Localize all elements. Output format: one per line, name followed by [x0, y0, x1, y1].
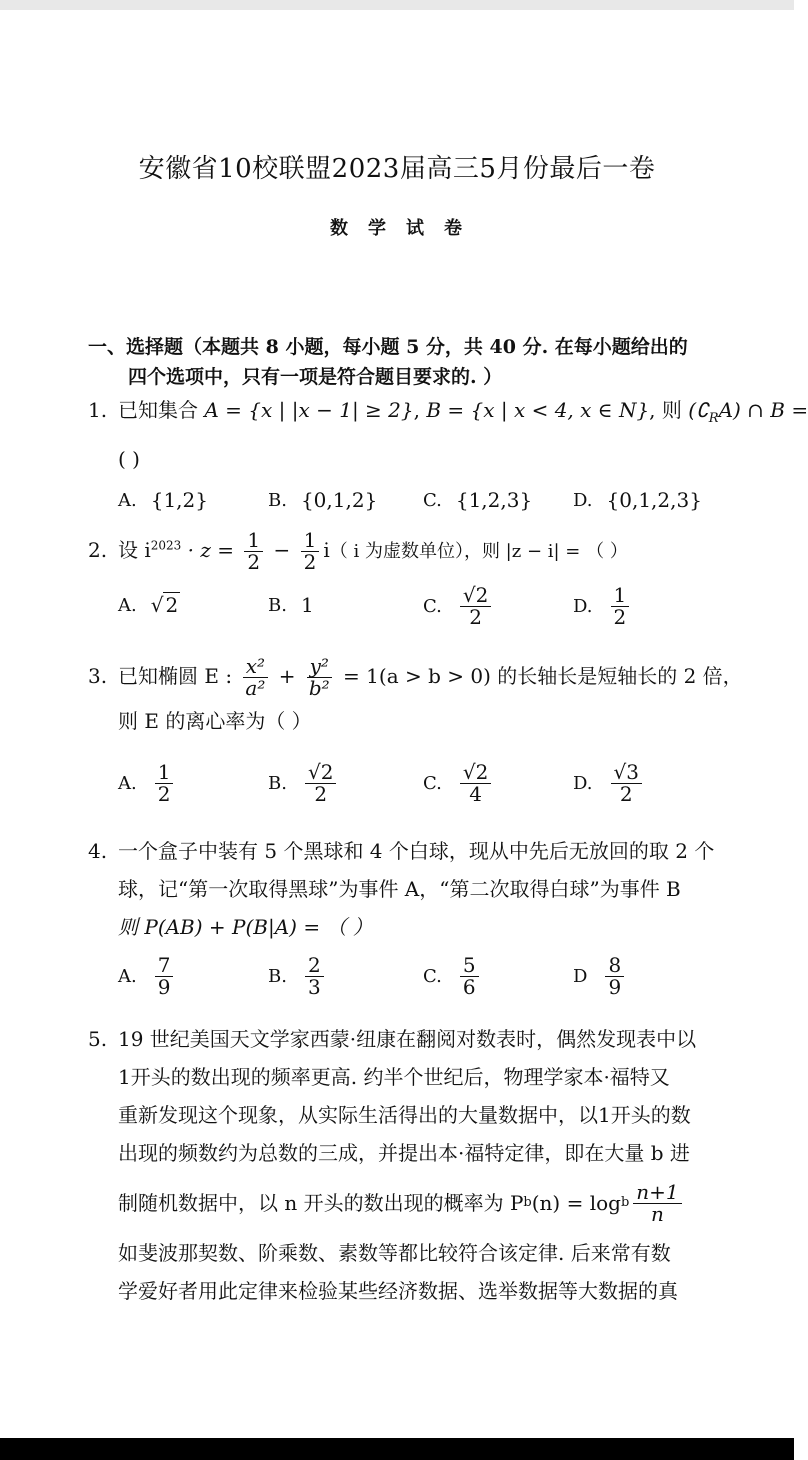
answer-paren: ( )	[118, 447, 140, 471]
radicand: 2	[320, 760, 334, 784]
question-text-line-6: 如斐波那契数、阶乘数、素数等都比较符合该定律. 后来常有数	[118, 1241, 671, 1265]
sqrt: √ 2	[150, 593, 179, 617]
fraction	[460, 762, 491, 805]
denominator: 9	[608, 975, 622, 999]
numerator: x²	[243, 656, 268, 678]
option-label: B.	[268, 966, 287, 987]
operator: −	[267, 538, 297, 562]
question-text: 设 i	[118, 538, 151, 562]
exam-title: 安徽省10校联盟2023届高三5月份最后一卷	[138, 154, 656, 184]
option-value: {0,1,2}	[300, 488, 378, 512]
denominator: 2	[157, 782, 171, 806]
option-label: B.	[268, 489, 287, 511]
expr-end: A) ∩ B =	[718, 398, 808, 422]
denominator: 4	[469, 782, 482, 806]
question-2	[88, 530, 748, 573]
question-text: 已知集合	[118, 398, 205, 422]
set-b: B = {x | x < 4, x ∈ N}	[426, 398, 650, 422]
option-d[interactable]	[573, 488, 702, 512]
option-label: B.	[268, 773, 287, 794]
denominator: 2	[303, 550, 317, 574]
denominator: n	[651, 1201, 664, 1226]
subscript: b	[620, 1195, 630, 1210]
question-number: 1.	[88, 398, 108, 422]
option-b[interactable]	[268, 762, 340, 805]
section-line-2: 四个选项中，只有一项是符合题目要求的. ）	[128, 366, 503, 388]
fraction	[155, 955, 174, 998]
question-text: , 则	[649, 398, 689, 422]
numerator: √2	[460, 762, 491, 784]
numerator: 1	[611, 585, 630, 607]
option-c[interactable]	[423, 955, 483, 998]
question-text-line-2: 球，记“第一次取得黑球”为事件 A，“第二次取得白球”为事件 B	[118, 877, 681, 901]
question-text-line-2: 1开头的数出现的频率更高. 约半个世纪后，物理学家本·福特又	[118, 1065, 670, 1089]
option-c[interactable]	[423, 488, 532, 512]
question-3-options	[118, 762, 738, 822]
option-label: C.	[423, 489, 442, 511]
question-3	[88, 656, 748, 735]
fraction	[633, 1179, 681, 1226]
option-b[interactable]	[268, 955, 328, 998]
section-heading	[88, 332, 738, 392]
option-label: B.	[268, 594, 287, 616]
question-number: 2.	[88, 538, 108, 562]
denominator: 6	[462, 975, 476, 999]
option-d[interactable]	[573, 762, 646, 805]
fraction	[244, 530, 263, 573]
expr-subscript: R	[708, 411, 719, 426]
option-value: {1,2}	[150, 488, 208, 512]
question-4	[88, 832, 748, 946]
option-label: D.	[573, 489, 593, 511]
option-label: D.	[573, 773, 593, 794]
option-d[interactable]	[573, 955, 628, 998]
numerator: 7	[155, 955, 174, 977]
question-text-line-4: 出现的频数约为总数的三成，并提出本·福特定律，即在大量 b 进	[118, 1141, 690, 1165]
option-label: A.	[118, 966, 137, 987]
numerator: 8	[605, 955, 624, 977]
question-4-options	[118, 955, 738, 1015]
option-b[interactable]	[268, 488, 377, 512]
radicand: 2	[475, 760, 489, 784]
question-5	[88, 1020, 748, 1310]
fraction	[155, 762, 174, 805]
expression	[688, 398, 808, 426]
numerator: 1	[244, 530, 263, 552]
question-number: 4.	[88, 839, 108, 863]
numerator: n+1	[633, 1182, 681, 1204]
denominator: 2	[314, 782, 328, 806]
exponent: 2023	[150, 538, 182, 553]
radicand: 2	[165, 593, 179, 617]
numerator: 5	[460, 955, 479, 977]
numerator: √2	[460, 585, 491, 607]
option-label: D.	[573, 596, 593, 617]
question-text: 已知椭圆 E :	[118, 664, 239, 688]
option-label: D	[573, 966, 588, 987]
numerator: 1	[155, 762, 174, 784]
option-b[interactable]	[268, 593, 314, 617]
option-value: {0,1,2,3}	[606, 488, 702, 512]
imaginary-unit: i	[323, 538, 330, 562]
option-label: C.	[423, 966, 442, 987]
radicand: 2	[475, 583, 489, 607]
numerator: y²	[307, 656, 332, 678]
fraction	[611, 762, 642, 805]
option-a[interactable]	[118, 593, 180, 617]
numerator: √2	[305, 762, 336, 784]
subscript: b	[523, 1195, 532, 1210]
denominator: 2	[619, 782, 633, 806]
numerator: 2	[305, 955, 324, 977]
text-segment: 制随机数据中，以 n 开头的数出现的概率为 P	[118, 1191, 524, 1215]
question-text-line-5	[88, 1172, 748, 1234]
question-number: 5.	[88, 1027, 108, 1051]
denominator: 3	[307, 975, 321, 999]
question-text-line-3: 重新发现这个现象，从实际生活得出的大量数据中，以1开头的数	[118, 1103, 691, 1127]
radicand: 3	[626, 760, 639, 784]
fraction	[305, 762, 336, 805]
question-text: · z =	[181, 538, 241, 562]
denominator: 2	[613, 605, 627, 629]
option-a[interactable]	[118, 955, 177, 998]
question-1	[88, 396, 808, 473]
exam-subtitle: 数学试卷	[330, 218, 482, 239]
top-edge	[0, 0, 794, 10]
option-label: A.	[118, 594, 137, 616]
question-1-options	[118, 488, 738, 518]
denominator: 9	[157, 975, 171, 999]
option-label: A.	[118, 773, 137, 794]
option-value: 1	[300, 593, 314, 617]
numerator: √3	[611, 762, 642, 784]
question-2-options	[118, 585, 738, 645]
denominator: 2	[247, 550, 261, 574]
option-a[interactable]	[118, 488, 208, 512]
option-d[interactable]	[573, 585, 633, 628]
fraction	[611, 585, 630, 628]
question-text-line-1: 19 世纪美国天文学家西蒙·纽康在翻阅对数表时，偶然发现表中以	[118, 1027, 697, 1051]
denominator: 2	[469, 605, 482, 629]
fraction	[306, 656, 333, 699]
section-line-1: 一、选择题（本题共 8 小题，每小题 5 分，共 40 分. 在每小题给出的	[88, 336, 688, 358]
question-number: 3.	[88, 664, 108, 688]
fraction	[242, 656, 268, 699]
option-value: {1,2,3}	[455, 488, 533, 512]
exam-page	[0, 10, 808, 1438]
option-c[interactable]	[423, 762, 495, 805]
text-segment: (n) = log	[531, 1191, 621, 1215]
fraction	[301, 530, 320, 573]
option-label: C.	[423, 773, 442, 794]
option-label: C.	[423, 596, 442, 617]
numerator: 1	[301, 530, 320, 552]
question-text: = 1(a > b > 0) 的长轴长是短轴长的 2 倍，	[336, 664, 743, 688]
fraction	[460, 585, 491, 628]
separator: ,	[413, 398, 427, 422]
expr-start: (∁	[688, 398, 709, 422]
question-text-line-3: 则 P(AB) + P(B|A) = （ ）	[118, 915, 373, 939]
denominator: b²	[308, 676, 330, 700]
fraction	[305, 955, 324, 998]
question-text: （ i 为虚数单位），则 |z − i| = （ ）	[329, 541, 628, 562]
fraction	[605, 955, 624, 998]
option-a[interactable]	[118, 762, 177, 805]
fraction	[460, 955, 479, 998]
operator: +	[272, 664, 302, 688]
question-text-line-2: 则 E 的离心率为（ ）	[118, 709, 312, 733]
bottom-edge	[0, 1438, 794, 1460]
denominator: a²	[245, 676, 266, 700]
option-c[interactable]	[423, 585, 495, 628]
question-text-line-7: 学爱好者用此定律来检验某些经济数据、选举数据等大数据的真	[118, 1279, 678, 1303]
question-text-line-1: 一个盒子中装有 5 个黑球和 4 个白球，现从中先后无放回的取 2 个	[118, 839, 715, 863]
set-a: A = {x | |x − 1| ≥ 2}	[204, 398, 414, 422]
option-label: A.	[118, 489, 137, 511]
